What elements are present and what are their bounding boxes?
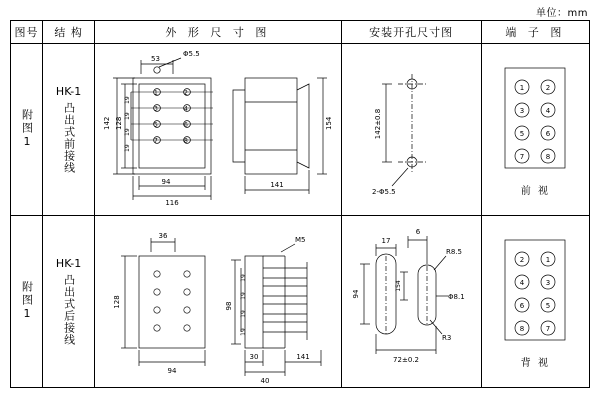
outline-top-dim-2: 36: [158, 232, 168, 240]
terminal-num-1-1: 1: [520, 84, 525, 92]
outline-h1-1: 142: [103, 116, 112, 130]
outline-sd2-2: 19: [240, 274, 248, 282]
pin-num-3: 3: [154, 105, 158, 113]
structure-cell-1: [43, 44, 95, 216]
outline-sb1-2: 30: [249, 353, 259, 361]
unit-note: 单位：mm: [536, 8, 588, 19]
mounting-d3-2: R8.5: [445, 248, 462, 256]
outline-top-dim-1: 53: [151, 55, 161, 63]
outline-sb2-2: 40: [260, 377, 270, 385]
mounting-d7-2: R3: [441, 334, 451, 342]
pin-num-5: 5: [154, 121, 158, 129]
pin-num-2: 2: [184, 89, 188, 97]
terminal-num-1-5: 5: [520, 130, 525, 138]
mounting-d1-2: 17: [381, 237, 391, 245]
mounting-d5-2: 94: [351, 289, 360, 299]
pin-num-7: 7: [154, 137, 158, 145]
pin-num-8: 8: [184, 137, 188, 145]
outline-sd1-2: 98: [225, 301, 234, 311]
terminal-num-2-4: 3: [546, 279, 551, 287]
outline-side-w-1: 141: [270, 181, 284, 189]
outline-h4-1: 19: [124, 112, 132, 120]
outline-w1-1: 94: [161, 178, 171, 186]
model-label-1: HK-1: [55, 85, 82, 98]
terminal-cell-1: [481, 44, 589, 216]
terminal-num-2-7: 8: [520, 325, 525, 333]
mounting-d8-2: 72±0.2: [392, 356, 419, 364]
terminal-num-2-5: 6: [520, 302, 525, 310]
header-mounting: 安装开孔尺寸图: [341, 21, 481, 44]
terminal-num-1-2: 2: [546, 84, 551, 92]
pin-num-6: 6: [184, 121, 188, 129]
fig-no-label-2: 附图1: [20, 281, 34, 322]
terminal-num-2-3: 4: [520, 279, 525, 287]
mounting-drawing-1: [342, 44, 482, 214]
terminal-num-2-8: 7: [546, 325, 551, 333]
dimension-table: [10, 20, 590, 388]
header-structure: 结 构: [43, 21, 95, 44]
terminal-cell-2: [481, 216, 589, 388]
terminal-num-2-2: 1: [546, 256, 551, 264]
mounting-d4-2: 154: [394, 280, 402, 292]
structure-label-1: 凸出式前接线: [62, 102, 76, 174]
outline-sd5-2: 19: [240, 328, 248, 336]
fig-no-label-1: 附图1: [20, 109, 34, 150]
outline-h5-1: 19: [124, 128, 132, 136]
outline-h6-1: 19: [124, 144, 132, 152]
outline-sd3-2: 19: [240, 292, 248, 300]
mounting-d6-2: Φ8.1: [447, 293, 465, 301]
terminal-num-1-4: 4: [546, 107, 551, 115]
table-row: [11, 44, 590, 216]
terminal-num-2-6: 5: [546, 302, 551, 310]
outline-side-h-1: 154: [325, 116, 334, 130]
terminal-view-label-1: 前 视: [520, 186, 550, 197]
outline-sb3-2: 141: [296, 353, 310, 361]
terminal-num-1-3: 3: [520, 107, 525, 115]
mounting-vdim-1: 142±0.8: [373, 108, 382, 140]
hole-dia-label-1: Φ5.5: [183, 50, 200, 58]
fig-no-cell-1: [11, 44, 43, 216]
terminal-diagram-2: [492, 234, 578, 352]
terminal-num-1-7: 7: [520, 153, 525, 161]
outline-left-dim-2: 128: [113, 295, 122, 309]
header-outline: 外 形 尺 寸 图: [95, 21, 341, 44]
structure-label-2: 凸出式后接线: [62, 274, 76, 346]
outline-w2-1: 116: [165, 199, 179, 207]
mounting-d2-2: 6: [415, 228, 420, 236]
outline-drawing-2: [95, 216, 341, 386]
outline-h2-1: 128: [115, 116, 124, 130]
table-row: [11, 216, 590, 388]
outline-drawing-1: [95, 44, 341, 214]
header-terminal: 端 子 图: [481, 21, 589, 44]
outline-cell-1: [95, 44, 341, 216]
table-header-row: [11, 21, 590, 44]
outline-bottom-dim-2: 94: [167, 367, 177, 375]
terminal-num-1-8: 8: [546, 153, 551, 161]
structure-cell-2: [43, 216, 95, 388]
terminal-view-label-2: 背 视: [520, 358, 550, 369]
outline-cell-2: [95, 216, 341, 388]
fig-no-cell-2: [11, 216, 43, 388]
pin-num-1: 1: [154, 89, 158, 97]
mounting-hole-note-1: 2-Φ5.5: [371, 188, 396, 196]
terminal-num-1-6: 6: [546, 130, 551, 138]
mounting-drawing-2: [342, 216, 482, 386]
pin-num-4: 4: [184, 105, 188, 113]
model-label-2: HK-1: [55, 257, 82, 270]
outline-sd4-2: 19: [240, 310, 248, 318]
outline-thread-2: M5: [295, 236, 306, 244]
terminal-diagram-1: [492, 62, 578, 180]
outline-h3-1: 19: [124, 96, 132, 104]
mounting-cell-2: [341, 216, 481, 388]
terminal-num-2-1: 2: [520, 256, 525, 264]
mounting-cell-1: [341, 44, 481, 216]
header-fig-no: 图号: [11, 21, 43, 44]
